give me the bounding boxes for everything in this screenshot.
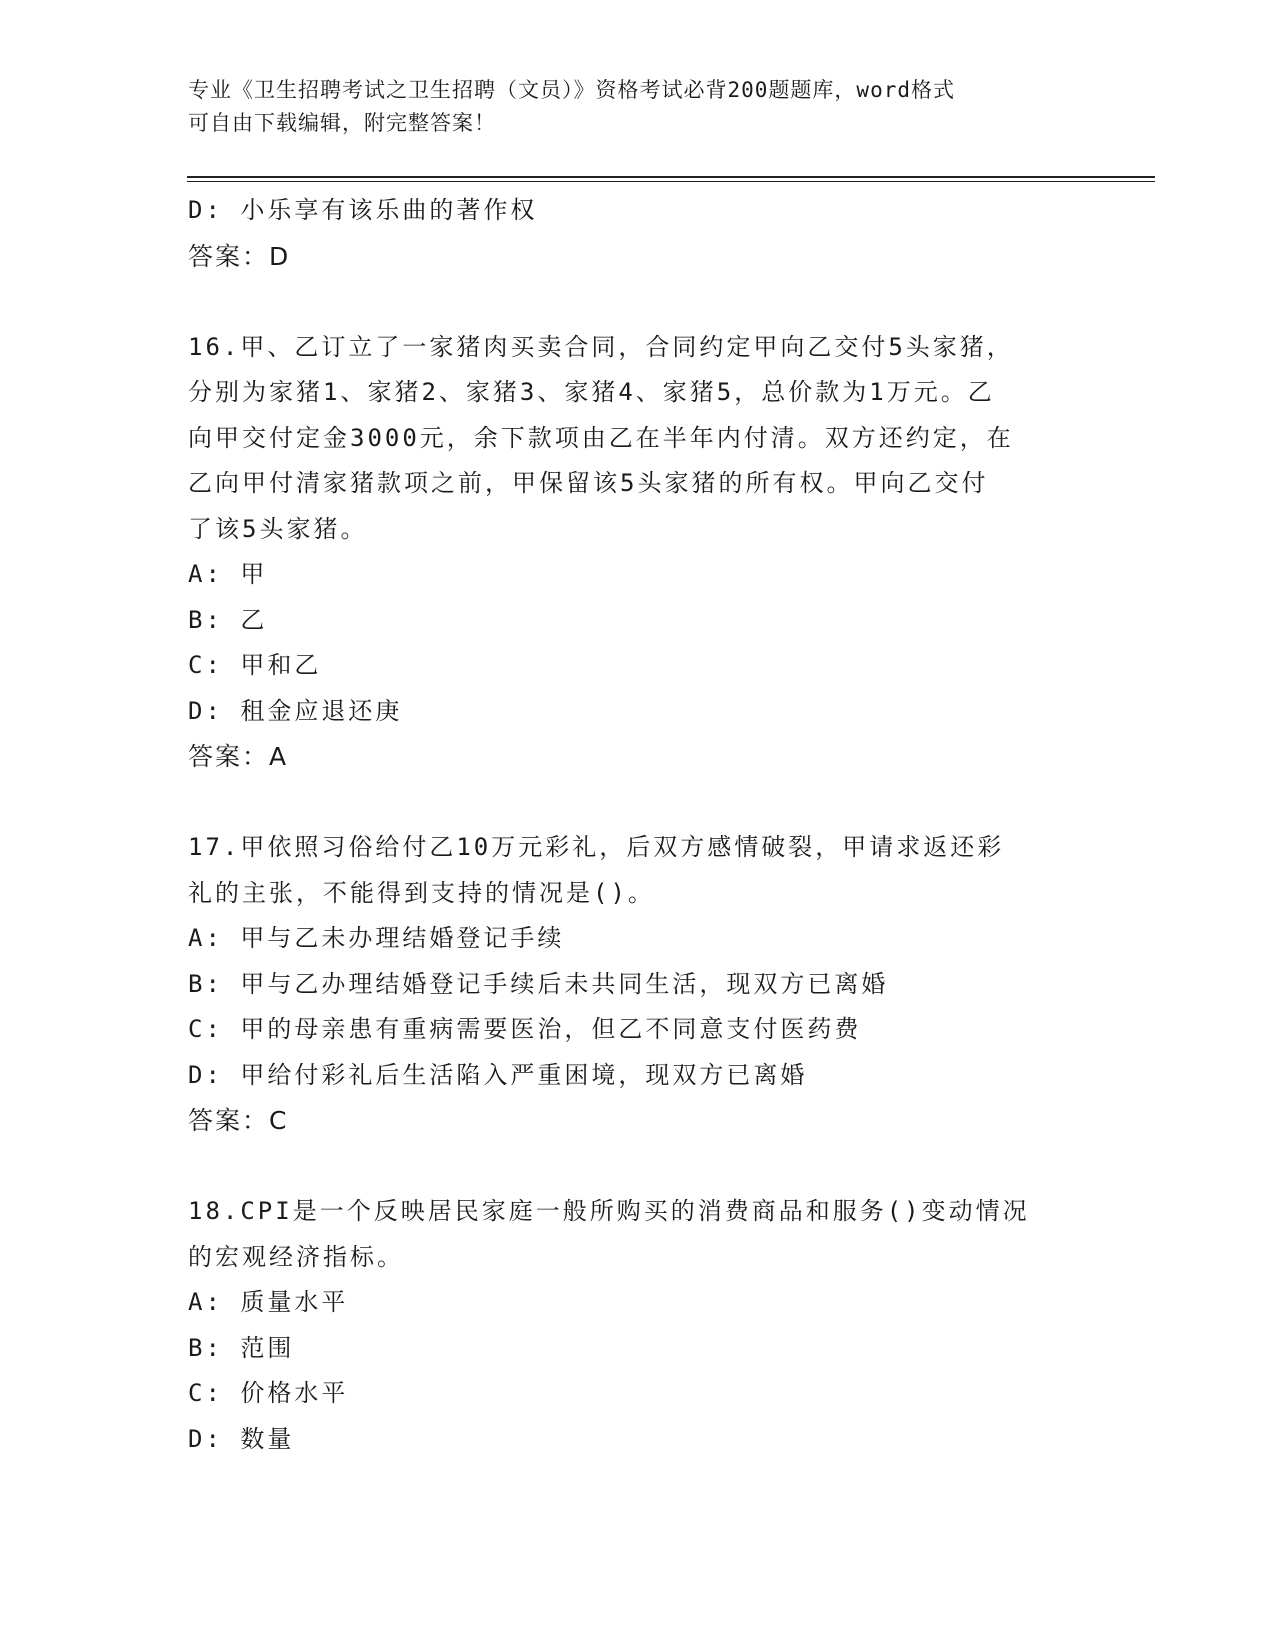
question-17-option-d: D: 甲给付彩礼后生活陷入严重困境，现双方已离婚	[188, 1060, 808, 1089]
question-18-option-b: B: 范围	[188, 1333, 295, 1362]
question-17	[188, 825, 1088, 1144]
header-line-2: 可自由下载编辑，附完整答案！	[188, 111, 496, 135]
header-line-1: 专业《卫生招聘考试之卫生招聘（文员）》资格考试必背200题题库，word格式	[188, 78, 955, 102]
question-16-answer: 答案：A	[188, 742, 289, 771]
question-16-option-a: A: 甲	[188, 560, 268, 588]
question-17-line-1: 17.甲依照习俗给付乙10万元彩礼，后双方感情破裂，甲请求返还彩	[188, 833, 1005, 861]
answer-prev: 答案：D	[188, 241, 291, 271]
question-16-option-d: D: 租金应退还庚	[188, 696, 403, 725]
spacer	[188, 279, 1088, 325]
question-18-option-c: C: 价格水平	[188, 1379, 349, 1407]
question-18-line-1: 18.CPI是一个反映居民家庭一般所购买的消费商品和服务()变动情况	[188, 1197, 1030, 1225]
question-17-answer: 答案：C	[188, 1106, 289, 1135]
header-divider-thin	[187, 181, 1155, 182]
question-16-line-5: 了该5头家猪。	[188, 514, 368, 543]
question-17-option-b: B: 甲与乙办理结婚登记手续后未共同生活，现双方已离婚	[188, 969, 889, 998]
header-divider-thick	[187, 176, 1155, 178]
document-header	[188, 74, 1068, 140]
option-d-prev: D: 小乐享有该乐曲的著作权	[188, 196, 538, 224]
question-16-line-4: 乙向甲付清家猪款项之前，甲保留该5头家猪的所有权。甲向乙交付	[188, 469, 989, 497]
question-16	[188, 325, 1088, 780]
question-16-option-b: B: 乙	[188, 605, 268, 634]
question-18-option-a: A: 质量水平	[188, 1288, 349, 1316]
question-16-option-c: C: 甲和乙	[188, 651, 322, 679]
question-16-line-1: 16.甲、乙订立了一家猪肉买卖合同，合同约定甲向乙交付5头家猪，	[188, 332, 1014, 361]
question-18	[188, 1189, 1088, 1462]
question-18-option-d: D: 数量	[188, 1424, 295, 1453]
spacer	[188, 1144, 1088, 1190]
question-17-option-a: A: 甲与乙未办理结婚登记手续	[188, 924, 565, 952]
document-body	[188, 188, 1088, 1462]
spacer	[188, 780, 1088, 826]
question-16-line-3: 向甲交付定金3000元，余下款项由乙在半年内付清。双方还约定，在	[188, 423, 1014, 452]
question-18-line-2: 的宏观经济指标。	[188, 1242, 404, 1271]
question-17-option-c: C: 甲的母亲患有重病需要医治，但乙不同意支付医药费	[188, 1015, 862, 1043]
question-17-line-2: 礼的主张，不能得到支持的情况是()。	[188, 878, 655, 907]
question-16-line-2: 分别为家猪1、家猪2、家猪3、家猪4、家猪5，总价款为1万元。乙	[188, 378, 995, 406]
